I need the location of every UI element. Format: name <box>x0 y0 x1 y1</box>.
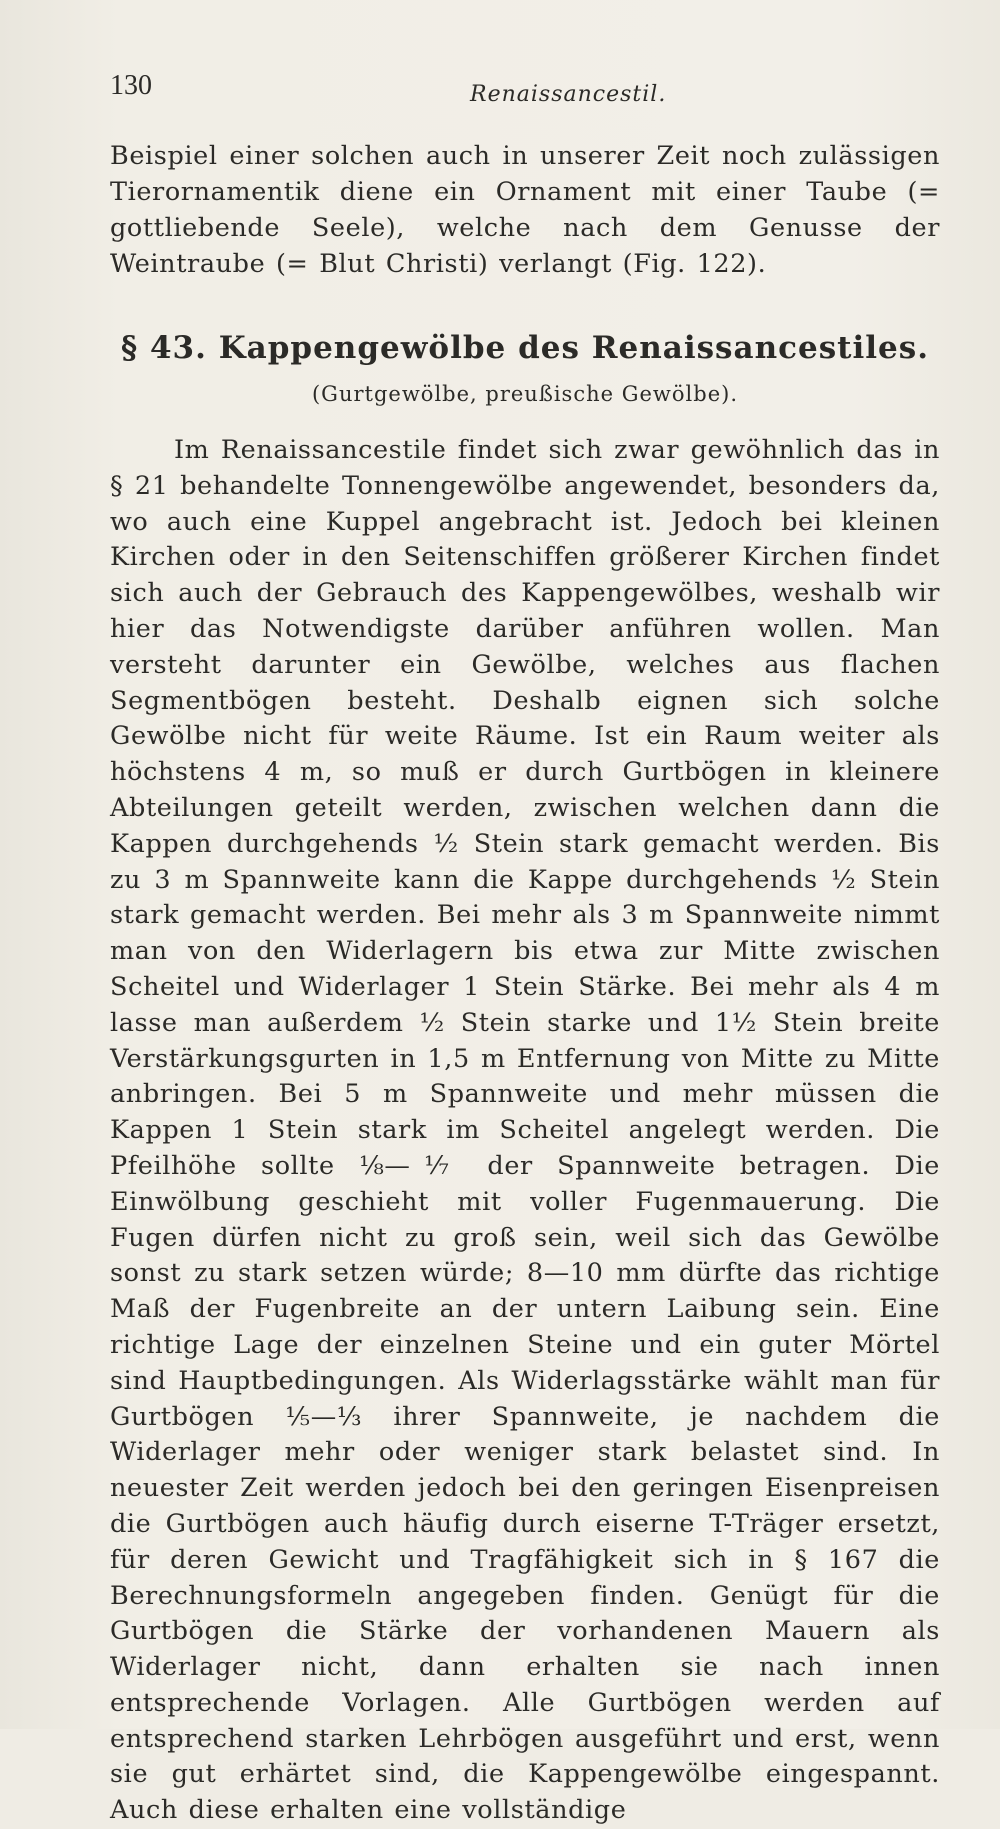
section-subtitle: (Gurtgewölbe, preußische Gewölbe). <box>311 382 739 406</box>
section-heading: § 43. Kappengewölbe des Renaissancestiles. <box>120 330 930 366</box>
intro-paragraph: Beispiel einer solchen auch in unserer Zeit noch zulässigen Tierornamentik diene ein Ornament mit einer Taube (= gottliebende Seele), welche nach dem Genusse der Weintraube (= Blut Christi) verlangt (Fig. 122). <box>110 141 940 279</box>
section-paragraph: Im Renaissancestile findet sich zwar gewöhnlich das in § 21 behandelte Tonnengewölbe angewendet, besonders da, wo auch eine Kuppel angebracht ist. Jedoch bei kleinen Kirchen oder in den Seitenschiffen größerer Kirchen findet sich auch der Gebrauch des Kappengewölbes, weshalb wir hier das Notwendigste darüber anführen wollen. Man versteht darunter ein Gewölbe, welches aus flachen Segmentbögen besteht. Deshalb eignen sich solche Gewölbe nicht für weite Räume. Ist ein Raum weiter als höchstens 4 m, so muß er durch Gurtbögen in kleinere Abteilungen geteilt werden, zwischen welchen dann die Kappen durchgehends ½ Stein stark gemacht werden. Bis zu 3 m Spannweite kann die Kappe durchgehends ½ Stein stark gemacht werden. Bei mehr als 3 m Spannweite nimmt man von den Widerlagern bis etwa zur Mitte zwischen Scheitel und Widerlager 1 Stein Stärke. Bei mehr als 4 m lasse man außerdem ½ Stein starke und 1½ Stein breite Verstärkungsgurten in 1,5 m Entfernung von Mitte zu Mitte anbringen. Bei 5 m Spannweite und mehr müssen die Kappen 1 Stein stark im Scheitel angelegt werden. Die Pfeilhöhe sollte ⅛—⅐ der Spannweite betragen. Die Einwölbung geschieht mit voller Fugenmauerung. Die Fugen dürfen nicht zu groß sein, weil sich das Gewölbe sonst zu stark setzen würde; 8—10 mm dürfte das richtige Maß der Fugenbreite an der untern Laibung sein. Eine richtige Lage der einzelnen Steine und ein guter Mörtel sind Hauptbedingungen. Als Widerlagsstärke wählt man für Gurtbögen ⅕—⅓ ihrer Spannweite, je nachdem die Widerlager mehr oder weniger stark belastet sind. In neuester Zeit werden jedoch bei den geringen Eisenpreisen die Gurtbögen auch häufig durch eiserne T-Träger ersetzt, für deren Gewicht und Tragfähigkeit sich in § 167 die Berechnungsformeln angegeben finden. Genügt für die Gurtbögen die Stärke der vorhandenen Mauern als Widerlager nicht, dann erhalten sie nach innen entsprechende Vorlagen. Alle Gurtbögen werden auf entsprechend starken Lehrbögen ausgeführt und erst, wenn sie gut erhärtet sind, die Kappengewölbe eingespannt. Auch diese erhalten eine vollständige <box>110 435 940 1826</box>
page-header <box>110 70 940 110</box>
page-number: 130 <box>110 70 152 101</box>
running-head: Renaissancestil. <box>470 82 667 107</box>
